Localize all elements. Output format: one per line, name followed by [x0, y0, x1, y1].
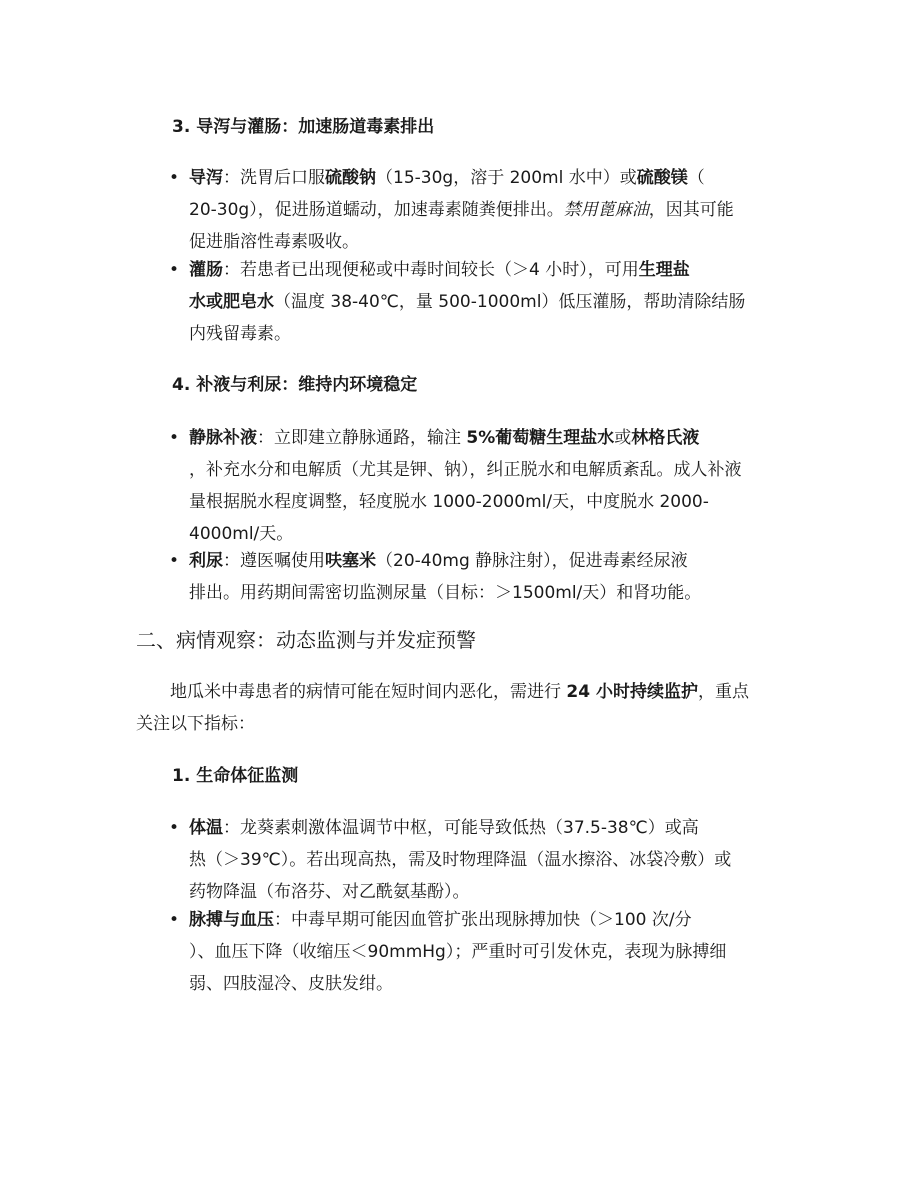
list-item-jingmai-buye: [169, 422, 786, 550]
text-line: 脉搏与血压：中毒早期可能因血管扩张出现脉搏加快（＞100 次/分: [189, 910, 692, 930]
text-line: 关注以下指标：: [136, 714, 255, 734]
list-item-daoxie: [169, 162, 786, 258]
text-line: 促进脂溶性毒素吸收。: [189, 232, 359, 252]
text-line: 灌肠：若患者已出现便秘或中毒时间较长（＞4 小时），可用生理盐: [189, 260, 690, 280]
text-line: 弱、四肢湿冷、皮肤发绀。: [189, 974, 393, 994]
bullet-icon: •: [169, 260, 180, 280]
bullet-icon: •: [169, 818, 180, 838]
bullet-icon: •: [169, 551, 180, 571]
section-heading-1: 1. 生命体征监测: [172, 766, 299, 786]
text-line: 20-30g），促进肠道蠕动，加速毒素随粪便排出。禁用蓖麻油，因其可能: [189, 200, 734, 220]
list-item-guanchang: [169, 254, 786, 350]
bullet-icon: •: [169, 428, 180, 448]
section-heading-3: 3. 导泻与灌肠：加速肠道毒素排出: [172, 117, 435, 137]
text-line: 热（＞39℃）。若出现高热，需及时物理降温（温水擦浴、冰袋冷敷）或: [189, 850, 732, 870]
text-line: 利尿：遵医嘱使用呋塞米（20-40mg 静脉注射），促进毒素经尿液: [189, 551, 688, 571]
list-item-tiwen: [169, 812, 786, 908]
list-item-liniao: [169, 545, 786, 609]
text-line: ，补充水分和电解质（尤其是钾、钠），纠正脱水和电解质紊乱。成人补液: [189, 460, 742, 480]
text-line: 地瓜米中毒患者的病情可能在短时间内恶化，需进行 24 小时持续监护，重点: [170, 682, 749, 702]
section-heading-4: 4. 补液与利尿：维持内环境稳定: [172, 375, 418, 395]
text-line: 量根据脱水程度调整，轻度脱水 1000-2000ml/天，中度脱水 2000-: [189, 492, 709, 512]
text-line: 排出。用药期间需密切监测尿量（目标：＞1500ml/天）和肾功能。: [189, 583, 702, 603]
text-line: 导泻：洗胃后口服硫酸钠（15-30g，溶于 200ml 水中）或硫酸镁（: [189, 168, 705, 188]
intro-paragraph: [136, 676, 786, 740]
part-heading-2: 二、病情观察：动态监测与并发症预警: [136, 628, 476, 652]
text-line: 水或肥皂水（温度 38-40℃，量 500-1000ml）低压灌肠，帮助清除结肠: [189, 292, 746, 312]
text-line: ）、血压下降（收缩压＜90mmHg）；严重时可引发休克，表现为脉搏细: [189, 942, 727, 962]
bullet-icon: •: [169, 910, 180, 930]
list-item-maibo-xueya: [169, 904, 786, 1000]
text-line: 内残留毒素。: [189, 324, 291, 344]
text-line: 药物降温（布洛芬、对乙酰氨基酚）。: [189, 882, 470, 902]
text-line: 静脉补液：立即建立静脉通路，输注 5%葡萄糖生理盐水或林格氏液: [189, 428, 700, 448]
text-line: 4000ml/天。: [189, 524, 294, 544]
bullet-icon: •: [169, 168, 180, 188]
text-line: 体温：龙葵素刺激体温调节中枢，可能导致低热（37.5-38℃）或高: [189, 818, 699, 838]
